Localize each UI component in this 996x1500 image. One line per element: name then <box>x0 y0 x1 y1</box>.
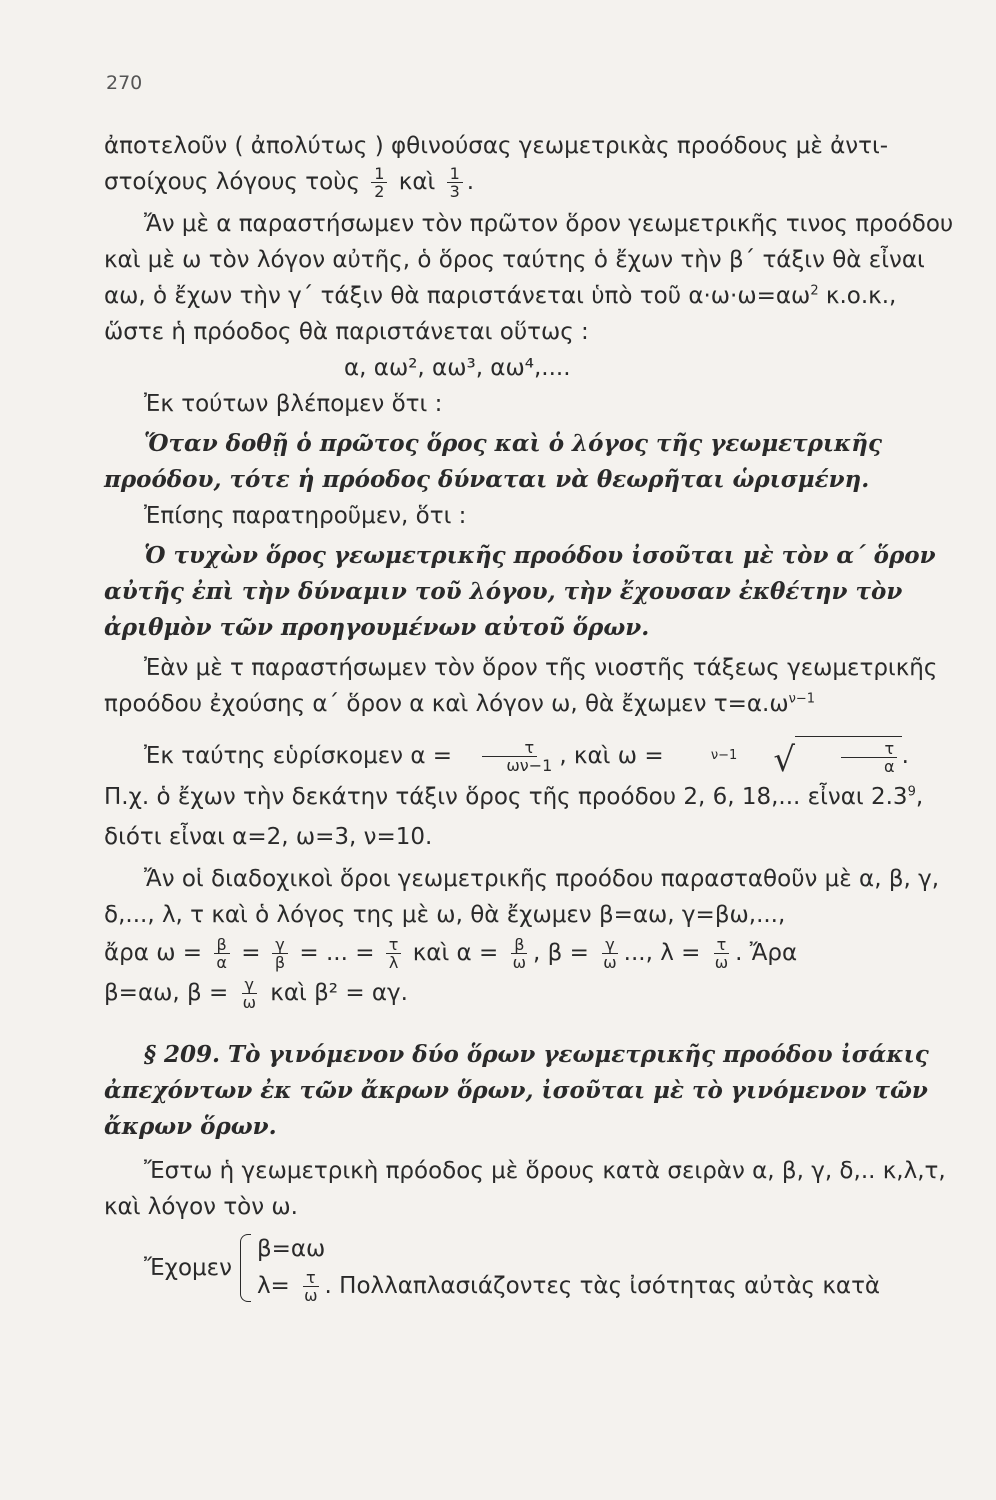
paragraph-line: ἀποτελοῦν ( ἀπολύτως ) φθινούσας γεωμετρικὰς προόδους μὲ ἀντι- <box>104 133 889 159</box>
fraction: $\frac{\tau}{\omega\nu-1}$ <box>463 739 555 774</box>
fraction: $\frac{1}{2}$ <box>371 165 387 200</box>
system-of-equations: Ἔχομεν β=αω λ= $\frac{\tau}{\omega}$ . Πολλαπλασιάζοντες τὰς ἰσότητας αὐτὰς κατὰ <box>144 1236 881 1305</box>
paragraph: Ἐκ τούτων βλέπομεν ὅτι : <box>144 391 443 417</box>
paragraph: Ἐὰν μὲ τ παραστήσωμεν τὸν ὅρον τῆς νιοστῆς τάξεως γεωμετρικῆς προόδου ἐχούσης α΄ ὅρον α καὶ λόγον ω, θὰ ἔχωμεν $\tau=\alpha.\omega^{\nu-1}$ <box>104 655 938 717</box>
paragraph: Ἄν μὲ α παραστήσωμεν τὸν πρῶτον ὅρον γεωμετρικῆς τινος προόδου καὶ μὲ ω τὸν λόγον αὐτῆς, ὁ ὅρος ταύτης ὁ ἔχων τὴν β΄ τάξιν θὰ εἶναι αω, ὁ ἔχων τὴν γ΄ τάξιν θὰ παριστάνεται ὑπὸ τοῦ $\alpha\cdot\omega\cdot\omega=\alpha\omega^2$ κ.ο.κ., ὥστε ἡ πρόοδος θὰ παριστάνεται οὕτως : <box>104 211 954 345</box>
page-number: 270 <box>106 72 143 94</box>
sequence-line: α, αω², αω³, αω⁴,.... <box>344 355 571 381</box>
bold-rule: Ὅταν δοθῇ ὁ πρῶτος ὅρος καὶ ὁ λόγος τῆς γεωμετρικῆς προόδου, τότε ἡ πρόοδος δύναται νὰ θεωρῆται ὡρισμένη. <box>104 430 882 493</box>
paragraph: Ἐπίσης παρατηροῦμεν, ὅτι : <box>144 503 467 529</box>
paragraph: Ἄν οἱ διαδοχικοὶ ὅροι γεωμετρικῆς προόδου παρασταθοῦν μὲ α, β, γ, δ,..., λ, τ καὶ ὁ λόγος της μὲ ω, θὰ ἔχωμεν β=αω, γ=βω,..., <box>104 866 940 928</box>
root-expression: ν−1 √ $\frac{\tau}{\alpha}$ <box>671 736 902 777</box>
paragraph: Ἐκ ταύτης εὑρίσκομεν α = $\frac{\tau}{\omega\nu-1}$ , καὶ ω = ν−1 √ $\frac{\tau}{\alpha}$ . Π.χ. ὁ ἔχων τὴν δεκάτην τάξιν ὅρος τῆς προόδου 2, 6, 18,... εἶναι $2.3^9$, διότι εἶναι α=2, ω=3, ν=10. <box>104 738 924 850</box>
bold-rule: Ὁ τυχὼν ὅρος γεωμετρικῆς προόδου ἰσοῦται μὲ τὸν α΄ ὅρον αὐτῆς ἐπὶ τὴν δύναμιν τοῦ λόγου, τὴν ἔχουσαν ἐκθέτην τὸν ἀριθμὸν τῶν προηγουμένων αὐτοῦ ὅρων. <box>104 542 936 641</box>
page-body <box>104 128 956 1305</box>
paragraph: Ἔστω ἡ γεωμετρικὴ πρόοδος μὲ ὅρους κατὰ σειρὰν α, β, γ, δ,.. κ,λ,τ, καὶ λόγον τὸν ω. <box>104 1158 946 1220</box>
equation-line: ἄρα ω = $\frac{\beta}{\alpha}$ = $\frac{\gamma}{\beta}$ = ... = $\frac{\tau}{\lambda}$ καὶ α = $\frac{\beta}{\omega}$ , β = $\frac{\gamma}{\omega}$ ..., λ = $\frac{\tau}{\omega}$ . Ἄρα <box>104 935 798 972</box>
paragraph-line: στοίχους λόγους τοὺς $\frac{1}{2}$ καὶ $\frac{1}{3}$ . <box>104 164 475 201</box>
section-heading: § 209. Τὸ γινόμενον δύο ὅρων γεωμετρικῆς προόδου ἰσάκις ἀπεχόντων ἐκ τῶν ἄκρων ὅρων, ἰσοῦται μὲ τὸ γινόμενον τῶν ἄκρων ὅρων. <box>104 1041 929 1140</box>
radical-sign: √ <box>773 740 796 780</box>
fraction: $\frac{1}{3}$ <box>447 165 463 200</box>
brace <box>240 1234 251 1302</box>
equation-line: β=αω, β = $\frac{\gamma}{\omega}$ καὶ β² = αγ. <box>104 975 408 1012</box>
